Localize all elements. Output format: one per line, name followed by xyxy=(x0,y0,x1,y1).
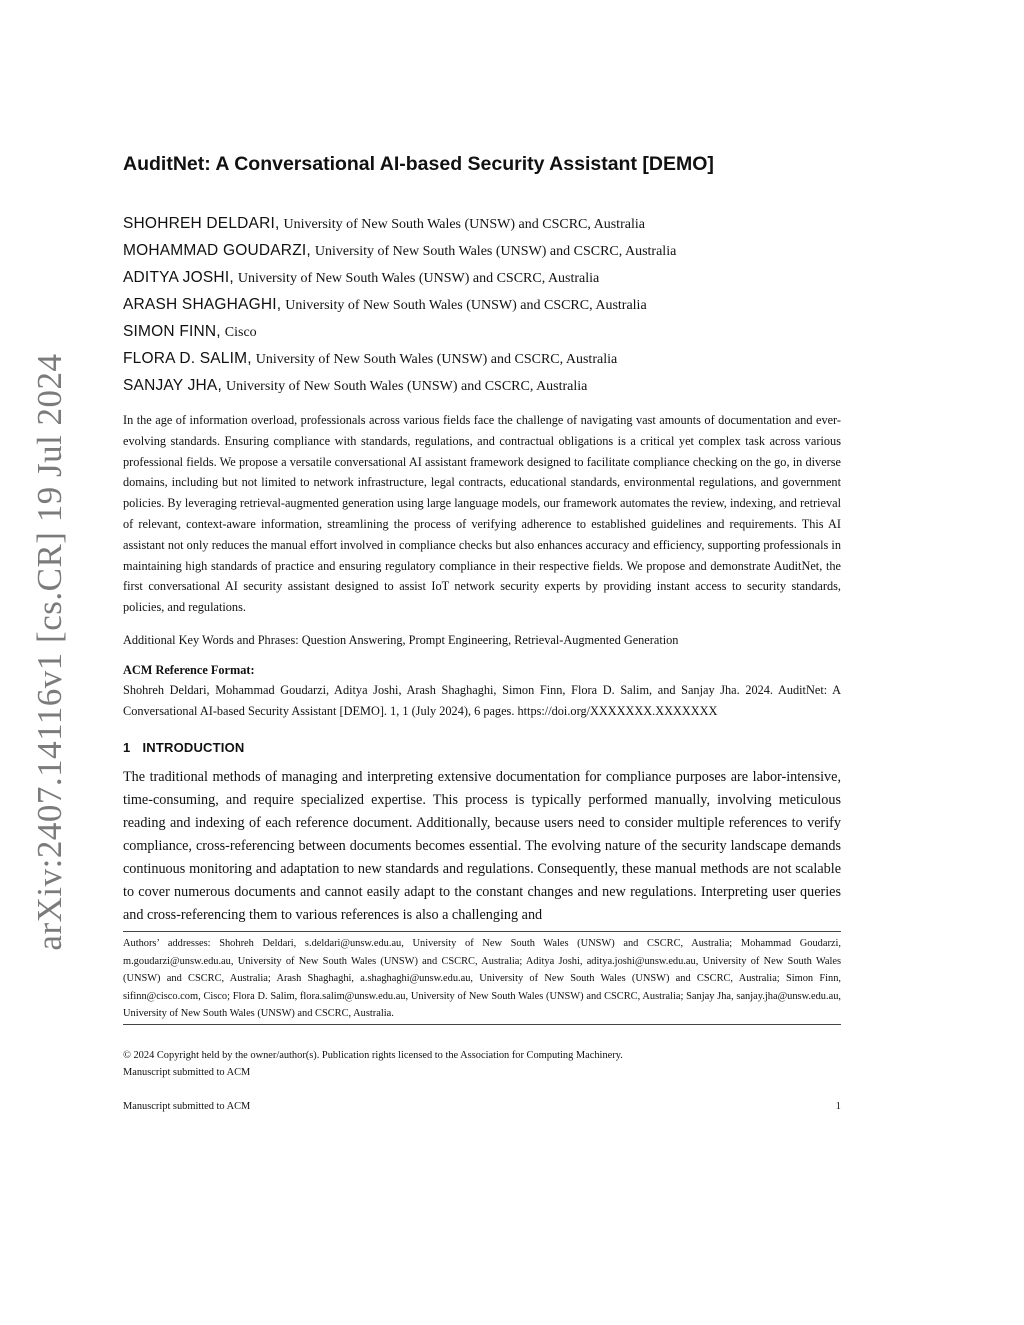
author-affiliation: University of New South Wales (UNSW) and CSCRC, Australia xyxy=(237,271,600,286)
author-affiliation: University of New South Wales (UNSW) and CSCRC, Australia xyxy=(285,298,647,313)
manuscript-note: Manuscript submitted to ACM xyxy=(123,1067,251,1078)
author-affiliation: University of New South Wales (UNSW) and CSCRC, Australia xyxy=(255,352,618,367)
abstract: In the age of information overload, professionals across various fields face the challenge of navigating vast amounts of documentation and ever-evolving standards. Ensuring compliance with standards, regulations, and contractual obligations is a critical yet complex task across various professional fields. We propose a versatile conversational AI assistant framework designed to facilitate compliance checking on the go, in diverse domains, including but not limited to network infrastructure, legal contracts, educational standards, environmental regulations, and government policies. By leveraging retrieval-augmented generation using large language models, our framework automates the review, indexing, and retrieval of relevant, context-aware information, streamlining the process of verifying adherence to established guidelines and requirements. This AI assistant not only reduces the manual effort involved in compliance checks but also enhances accuracy and efficiency, supporting professionals in maintaining high standards of practice and ensuring regulatory compliance in their respective fields. We propose and demonstrate AuditNet, the first conversational AI security assistant designed to assist IoT network security experts by providing instant access to security standards, policies, and regulations. xyxy=(123,413,841,615)
author-entry xyxy=(123,372,863,399)
arxiv-identifier[interactable]: arXiv:2407.14116v1 [cs.CR] 19 Jul 2024 xyxy=(30,353,69,951)
author-name: ADITYA JOSHI, xyxy=(123,269,234,286)
section-heading xyxy=(123,740,245,755)
author-name: ARASH SHAGHAGHI, xyxy=(123,296,282,313)
author-name: MOHAMMAD GOUDARZI, xyxy=(123,242,311,259)
section-title: INTRODUCTION xyxy=(142,740,245,755)
copyright-block xyxy=(123,1047,841,1081)
author-entry xyxy=(123,291,863,318)
footer-manuscript-note: Manuscript submitted to ACM xyxy=(123,1101,251,1112)
author-entry xyxy=(123,264,863,291)
author-entry xyxy=(123,237,863,264)
paper-title: AuditNet: A Conversational AI-based Security Assistant [DEMO] xyxy=(123,153,714,175)
author-affiliation: University of New South Wales (UNSW) and CSCRC, Australia xyxy=(283,217,645,232)
author-affiliation: Cisco xyxy=(224,325,257,340)
page-number: 1 xyxy=(835,1101,841,1112)
keywords: Additional Key Words and Phrases: Question Answering, Prompt Engineering, Retrieval-Augmented Generation xyxy=(123,633,679,647)
acm-reference-text: Shohreh Deldari, Mohammad Goudarzi, Aditya Joshi, Arash Shaghaghi, Simon Finn, Flora D. Salim, and Sanjay Jha. 2024. AuditNet: A Conversational AI-based Security Assistant [DEMO]. 1, 1 (July 2024), 6 pages. https://doi.org/XXXXXXX.XXXXXXX xyxy=(123,683,841,718)
author-entry xyxy=(123,345,863,372)
acm-reference-label: ACM Reference Format: xyxy=(123,663,255,677)
author-name: SHOHREH DELDARI, xyxy=(123,215,280,232)
introduction-paragraph: The traditional methods of managing and interpreting extensive documentation for compliance purposes are labor-intensive, time-consuming, and require specialized expertise. This process is typically performed manually, involving meticulous reading and indexing of each reference document. Additionally, because users need to consider multiple references to verify compliance, cross-referencing between documents becomes essential. The evolving nature of the security landscape demands continuous monitoring and adaptation to new standards and regulations. Consequently, these manual methods are not scalable to cover numerous documents and cannot easily adapt to the constant changes and new regulations. Interpreting user queries and cross-referencing them to various references is also a challenging and xyxy=(123,769,841,923)
author-affiliation: University of New South Wales (UNSW) and CSCRC, Australia xyxy=(314,244,677,259)
author-entry xyxy=(123,210,863,237)
author-list xyxy=(123,210,863,399)
author-name: FLORA D. SALIM, xyxy=(123,350,252,367)
copyright-divider xyxy=(123,1024,841,1025)
author-name: SIMON FINN, xyxy=(123,323,221,340)
author-affiliation: University of New South Wales (UNSW) and CSCRC, Australia xyxy=(225,379,588,394)
footnote-divider xyxy=(123,931,841,932)
author-name: SANJAY JHA, xyxy=(123,377,222,394)
authors-addresses-footnote: Authors’ addresses: Shohreh Deldari, s.deldari@unsw.edu.au, University of New South Wales (UNSW) and CSCRC, Australia; Mohammad Goudarzi, m.goudarzi@unsw.edu.au, University of New South Wales (UNSW) and CSCRC, Australia; Aditya Joshi, aditya.joshi@unsw.edu.au, University of New South Wales (UNSW) and CSCRC, Australia; Arash Shaghaghi, a.shaghaghi@unsw.edu.au, University of New South Wales (UNSW) and CSCRC, Australia; Simon Finn, sifinn@cisco.com, Cisco; Flora D. Salim, flora.salim@unsw.edu.au, University of New South Wales (UNSW) and CSCRC, Australia; Sanjay Jha, sanjay.jha@unsw.edu.au, University of New South Wales (UNSW) and CSCRC, Australia. xyxy=(123,938,841,1020)
section-number: 1 xyxy=(123,740,131,755)
author-entry xyxy=(123,318,863,345)
copyright-line: © 2024 Copyright held by the owner/author(s). Publication rights licensed to the Association for Computing Machinery. xyxy=(123,1050,623,1061)
